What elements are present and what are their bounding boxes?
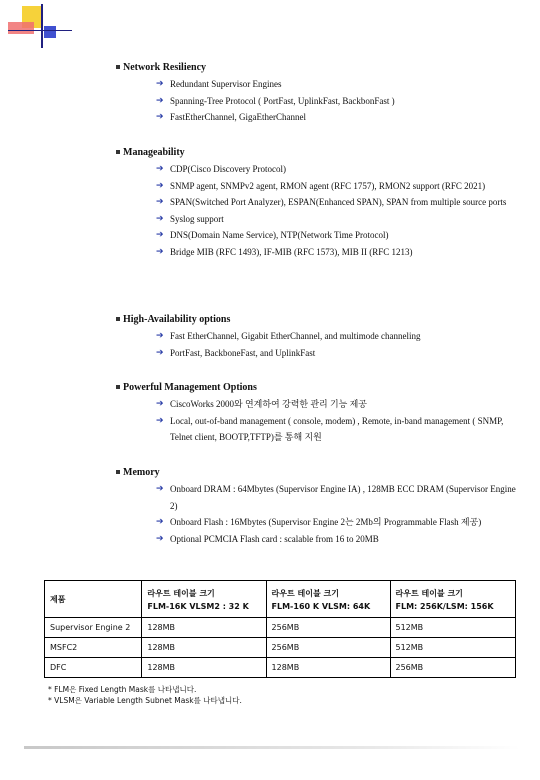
list-item: ➔ Fast EtherChannel, Gigabit EtherChannel, and multimode channeling <box>156 328 516 345</box>
arrow-right-icon: ➔ <box>156 246 164 257</box>
list-item: ➔ Optional PCMCIA Flash card : scalable from 16 to 20MB <box>156 531 516 548</box>
list-item: ➔ Local, out-of-band management ( console, modem) , Remote, in-band management ( SNMP, Telnet client, BOOTP,TFTP)를 통해 지원 <box>156 413 516 446</box>
logo-horizontal-line <box>8 30 72 31</box>
corner-logo <box>0 0 80 50</box>
list-item: ➔ CDP(Cisco Discovery Protocol) <box>156 161 516 178</box>
arrow-right-icon: ➔ <box>156 347 164 358</box>
square-bullet-icon <box>116 150 120 154</box>
arrow-right-icon: ➔ <box>156 79 164 89</box>
section-title: Memory <box>123 466 160 478</box>
section-network-resiliency <box>116 60 516 126</box>
table-row: DFC 128MB 128MB 256MB <box>45 658 516 678</box>
arrow-right-icon: ➔ <box>156 415 164 426</box>
list-item: ➔ Syslog support <box>156 211 516 228</box>
arrow-right-icon: ➔ <box>156 95 164 106</box>
list-item: ➔ Spanning-Tree Protocol ( PortFast, UplinkFast, BackbonFast ) <box>156 93 516 110</box>
section-manageability <box>116 145 516 260</box>
logo-vertical-line <box>41 4 43 48</box>
table-row: Supervisor Engine 2 128MB 256MB 512MB <box>45 618 516 638</box>
section-management-options <box>116 380 516 446</box>
header-col-3: 라우트 테이블 크기 FLM: 256K/LSM: 156K <box>390 581 516 618</box>
header-col-1: 라우트 테이블 크기 FLM-16K VLSM2 : 32 K <box>142 581 266 618</box>
arrow-right-icon: ➔ <box>156 484 164 494</box>
arrow-right-icon: ➔ <box>156 180 164 191</box>
square-bullet-icon <box>116 317 120 321</box>
section-memory <box>116 465 516 547</box>
list-item: ➔ SPAN(Switched Port Analyzer), ESPAN(Enhanced SPAN), SPAN from multiple source ports <box>156 194 516 211</box>
list-item: ➔ Onboard DRAM : 64Mbytes (Supervisor Engine IA) , 128MB ECC DRAM (Supervisor Engine 2) <box>156 481 516 514</box>
arrow-right-icon: ➔ <box>156 112 164 122</box>
list-item: ➔ Onboard Flash : 16Mbytes (Supervisor Engine 2는 2Mb의 Programmable Flash 제공) <box>156 514 516 531</box>
list-item: ➔ Redundant Supervisor Engines <box>156 76 516 93</box>
arrow-right-icon: ➔ <box>156 213 164 224</box>
section-title: High-Availability options <box>123 313 231 325</box>
arrow-right-icon: ➔ <box>156 331 164 341</box>
arrow-right-icon: ➔ <box>156 164 164 174</box>
header-product: 제품 <box>45 581 142 618</box>
bottom-divider <box>24 746 520 749</box>
table-header-row <box>45 581 516 618</box>
route-table-spec <box>44 580 516 678</box>
square-bullet-icon <box>116 65 120 69</box>
list-item: ➔ FastEtherChannel, GigaEtherChannel <box>156 109 516 126</box>
section-title: Network Resiliency <box>123 61 207 73</box>
section-title: Powerful Management Options <box>123 381 257 393</box>
table-row: MSFC2 128MB 256MB 512MB <box>45 638 516 658</box>
footnote: * VLSM은 Variable Length Subnet Mask를 나타냅니다. <box>48 696 242 705</box>
arrow-right-icon: ➔ <box>156 533 164 544</box>
arrow-right-icon: ➔ <box>156 517 164 527</box>
header-col-2: 라우트 테이블 크기 FLM-160 K VLSM: 64K <box>266 581 390 618</box>
arrow-right-icon: ➔ <box>156 230 164 240</box>
section-title: Manageability <box>123 146 185 158</box>
arrow-right-icon: ➔ <box>156 399 164 409</box>
footnote: * FLM은 Fixed Length Mask를 나타냅니다. <box>48 685 197 694</box>
list-item: ➔ SNMP agent, SNMPv2 agent, RMON agent (RFC 1757), RMON2 support (RFC 2021) <box>156 178 516 195</box>
list-item: ➔ PortFast, BackboneFast, and UplinkFast <box>156 345 516 362</box>
square-bullet-icon <box>116 470 120 474</box>
arrow-right-icon: ➔ <box>156 197 164 207</box>
list-item: ➔ Bridge MIB (RFC 1493), IF-MIB (RFC 1573), MIB II (RFC 1213) <box>156 244 516 261</box>
footnotes <box>48 684 242 706</box>
list-item: ➔ CiscoWorks 2000와 연계하여 강력한 관리 기능 제공 <box>156 396 516 413</box>
logo-red-square <box>8 22 34 34</box>
list-item: ➔ DNS(Domain Name Service), NTP(Network Time Protocol) <box>156 227 516 244</box>
logo-blue-square <box>44 26 56 38</box>
section-high-availability <box>116 312 516 361</box>
square-bullet-icon <box>116 385 120 389</box>
